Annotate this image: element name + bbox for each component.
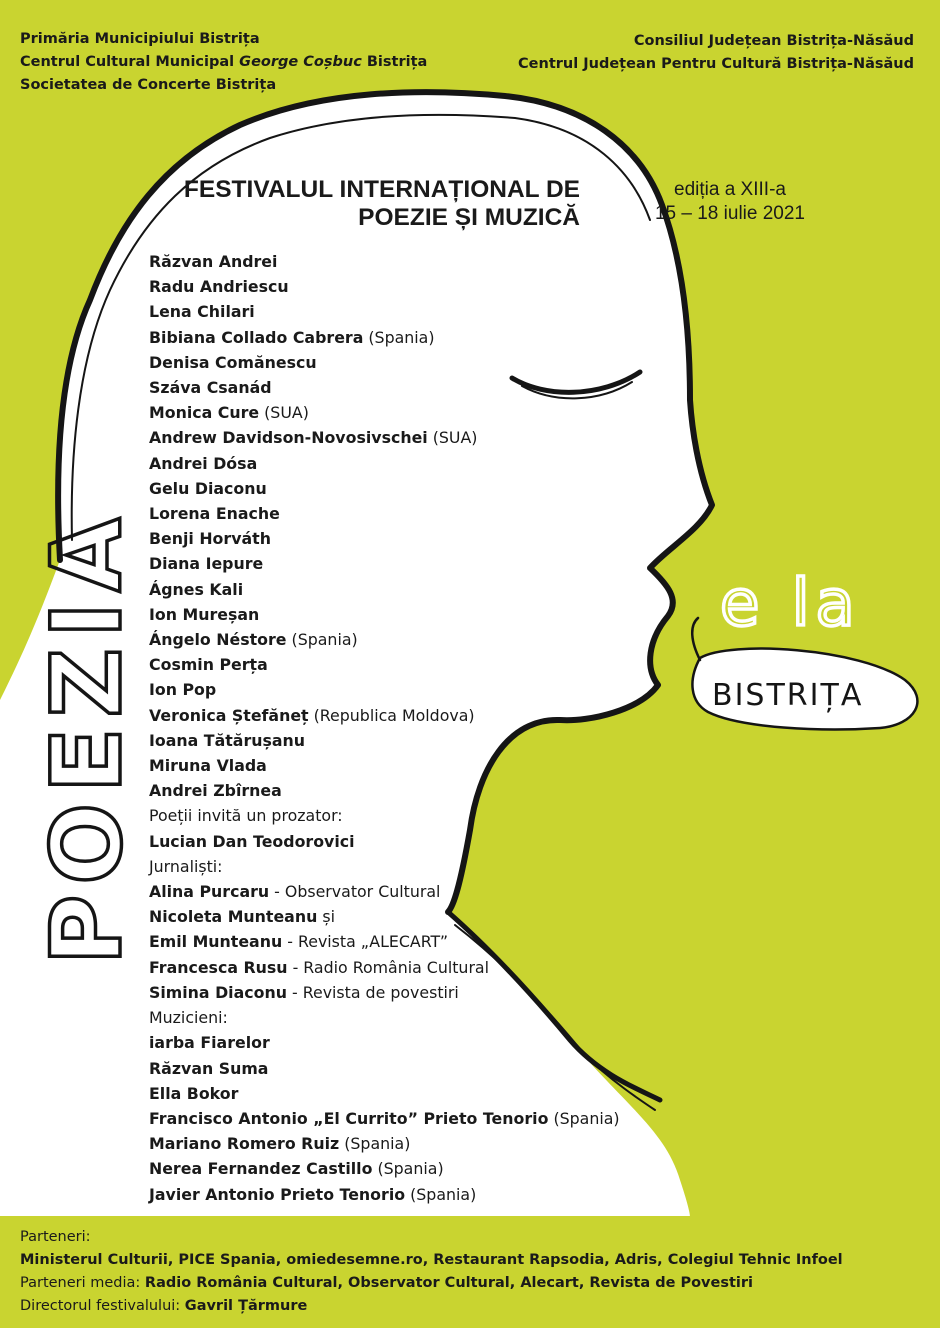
lineup-name: Ion Pop: [149, 680, 217, 700]
lineup-item: [149, 476, 620, 501]
lineup-note: (Spania): [372, 1159, 444, 1179]
lineup-name: iarba Fiarelor: [149, 1033, 270, 1053]
lineup-item: [149, 1182, 620, 1207]
lineup-item: [149, 778, 620, 803]
organizer-text: Centrul Cultural Municipal: [20, 54, 240, 70]
lineup-name: Francesca Rusu: [149, 957, 288, 977]
lineup-item: [149, 299, 620, 324]
festival-director-label: Directorul festivalului:: [20, 1298, 185, 1314]
lineup-note: (Spania): [363, 327, 435, 347]
festival-title-line1: FESTIVALUL INTERNAȚIONAL DE: [183, 176, 580, 203]
slogan-vertical-word: POEZIA: [31, 507, 143, 965]
organizer-left-line: [20, 74, 427, 97]
festival-title-line2: POEZIE ȘI MUZICĂ: [358, 204, 580, 231]
lineup-name: Bibiana Collado Cabrera: [149, 327, 364, 347]
footer-partners: [20, 1226, 843, 1318]
lineup-item: [149, 879, 620, 904]
lineup-item: [149, 753, 620, 778]
lineup-item: [149, 501, 620, 526]
lineup-item: [149, 929, 620, 954]
lineup-note: (Spania): [405, 1184, 477, 1204]
lineup-list: [149, 249, 620, 1207]
lineup-name: Radu Andriescu: [149, 277, 289, 297]
partners-list: Ministerul Culturii, PICE Spania, omiedesemne.ro, Restaurant Rapsodia, Adris, Colegiul Tehnic Infoel: [20, 1252, 843, 1268]
media-partners-list: Radio România Cultural, Observator Cultural, Alecart, Revista de Povestiri: [144, 1275, 753, 1291]
lineup-name: Ángelo Néstore: [149, 630, 287, 650]
lineup-item: [149, 274, 620, 299]
lineup-name: Monica Cure: [149, 403, 260, 423]
lineup-name: Andrew Davidson-Novosivschei: [149, 428, 428, 448]
lineup-name: Ioana Tătărușanu: [149, 730, 306, 750]
lineup-item: [149, 425, 620, 450]
organizer-left-line: [20, 51, 427, 74]
lineup-name: Lena Chilari: [149, 302, 255, 322]
lineup-item: [149, 375, 620, 400]
partners-label: Parteneri:: [20, 1229, 91, 1245]
lineup-item: [149, 1081, 620, 1106]
lineup-item: [149, 1005, 620, 1030]
lineup-note: - Revista „ALECART”: [282, 932, 449, 952]
lineup-item: [149, 728, 620, 753]
lineup-note: (SUA): [427, 428, 478, 448]
lineup-name: Nicoleta Munteanu: [149, 907, 318, 927]
lineup-name: Andrei Zbîrnea: [149, 781, 282, 801]
lineup-name: Nerea Fernandez Castillo: [149, 1159, 373, 1179]
organizer-text-suffix: Bistrița: [361, 54, 428, 70]
lineup-item: [149, 980, 620, 1005]
lineup-name: Andrei Dósa: [149, 453, 258, 473]
lineup-item: [149, 526, 620, 551]
lineup-name: Ágnes Kali: [149, 579, 244, 599]
lineup-name: Răzvan Suma: [149, 1058, 269, 1078]
lineup-name: Simina Diaconu: [149, 982, 287, 1002]
festival-dates: 15 – 18 iulie 2021: [654, 203, 805, 224]
lineup-item: [149, 1156, 620, 1181]
lineup-item: [149, 955, 620, 980]
organizer-italic-name: George Coșbuc: [239, 54, 362, 70]
lineup-item: [149, 627, 620, 652]
festival-director-name: Gavril Țărmure: [184, 1298, 308, 1314]
lineup-name: Ion Mureșan: [149, 604, 260, 624]
lineup-item: [149, 803, 620, 828]
slogan-city: BISTRIȚA: [712, 678, 864, 713]
lineup-name: Denisa Comănescu: [149, 352, 317, 372]
lineup-name: Lucian Dan Teodorovici: [149, 831, 355, 851]
lineup-name: Benji Horváth: [149, 529, 271, 549]
lineup-name: Mariano Romero Ruiz: [149, 1134, 340, 1154]
lineup-item: [149, 1056, 620, 1081]
lineup-note: (Spania): [548, 1108, 620, 1128]
lineup-item: [149, 652, 620, 677]
lineup-note: Jurnaliști:: [149, 856, 223, 876]
lineup-name: Alina Purcaru: [149, 882, 270, 902]
organizers-right: [518, 30, 914, 76]
lineup-note: - Observator Cultural: [269, 882, 441, 902]
festival-director-line: [20, 1295, 843, 1318]
lineup-item: [149, 1030, 620, 1055]
lineup-item: [149, 602, 620, 627]
lineup-item: [149, 904, 620, 929]
lineup-name: Száva Csanád: [149, 378, 272, 398]
lineup-name: Javier Antonio Prieto Tenorio: [149, 1184, 406, 1204]
organizers-left: [20, 28, 427, 97]
lineup-item: [149, 577, 620, 602]
lineup-item: [149, 249, 620, 274]
lineup-note: Muzicieni:: [149, 1008, 228, 1028]
edition-label: ediția a XIII-a: [674, 179, 786, 200]
lineup-item: [149, 350, 620, 375]
lineup-note: - Radio România Cultural: [287, 957, 490, 977]
organizer-right-line: Centrul Județean Pentru Cultură Bistrița-Năsăud: [518, 56, 914, 72]
lineup-note: - Revista de povestiri: [286, 982, 459, 1002]
lineup-name: Francisco Antonio „El Currito” Prieto Tenorio: [149, 1108, 549, 1128]
lineup-item: [149, 400, 620, 425]
lineup-item: [149, 325, 620, 350]
festival-edition: [630, 178, 830, 226]
organizer-text: Primăria Municipiului Bistrița: [20, 31, 260, 47]
lineup-name: Cosmin Perța: [149, 655, 268, 675]
organizer-text: Societatea de Concerte Bistrița: [20, 77, 277, 93]
media-partners-label: Parteneri media:: [20, 1275, 145, 1291]
media-partners-line: [20, 1272, 843, 1295]
lineup-name: Lorena Enache: [149, 504, 280, 524]
lineup-item: [149, 854, 620, 879]
festival-title: [120, 176, 580, 232]
lineup-note: (Spania): [339, 1134, 411, 1154]
slogan-e-la: e la: [720, 567, 861, 641]
organizer-left-line: [20, 28, 427, 51]
lineup-note: Poeții invită un prozator:: [149, 806, 343, 826]
lineup-name: Diana Iepure: [149, 554, 264, 574]
lineup-name: Ella Bokor: [149, 1083, 239, 1103]
lineup-name: Gelu Diaconu: [149, 478, 267, 498]
lineup-note: (Spania): [286, 630, 358, 650]
lineup-name: Emil Munteanu: [149, 932, 283, 952]
lineup-name: Răzvan Andrei: [149, 252, 278, 271]
lineup-item: [149, 829, 620, 854]
lineup-note: (SUA): [259, 403, 309, 423]
lineup-item: [149, 551, 620, 576]
lineup-name: Miruna Vlada: [149, 756, 267, 776]
lineup-item: [149, 1106, 620, 1131]
organizer-right-line: Consiliul Județean Bistrița-Năsăud: [633, 33, 914, 49]
lineup-note: (Republica Moldova): [308, 705, 475, 725]
lineup-item: [149, 451, 620, 476]
speech-bubble-tail: [692, 618, 700, 660]
lineup-item: [149, 703, 620, 728]
lineup-note: și: [317, 907, 335, 927]
lineup-name: Veronica Ștefăneț: [149, 705, 309, 725]
lineup-item: [149, 677, 620, 702]
lineup-item: [149, 1131, 620, 1156]
